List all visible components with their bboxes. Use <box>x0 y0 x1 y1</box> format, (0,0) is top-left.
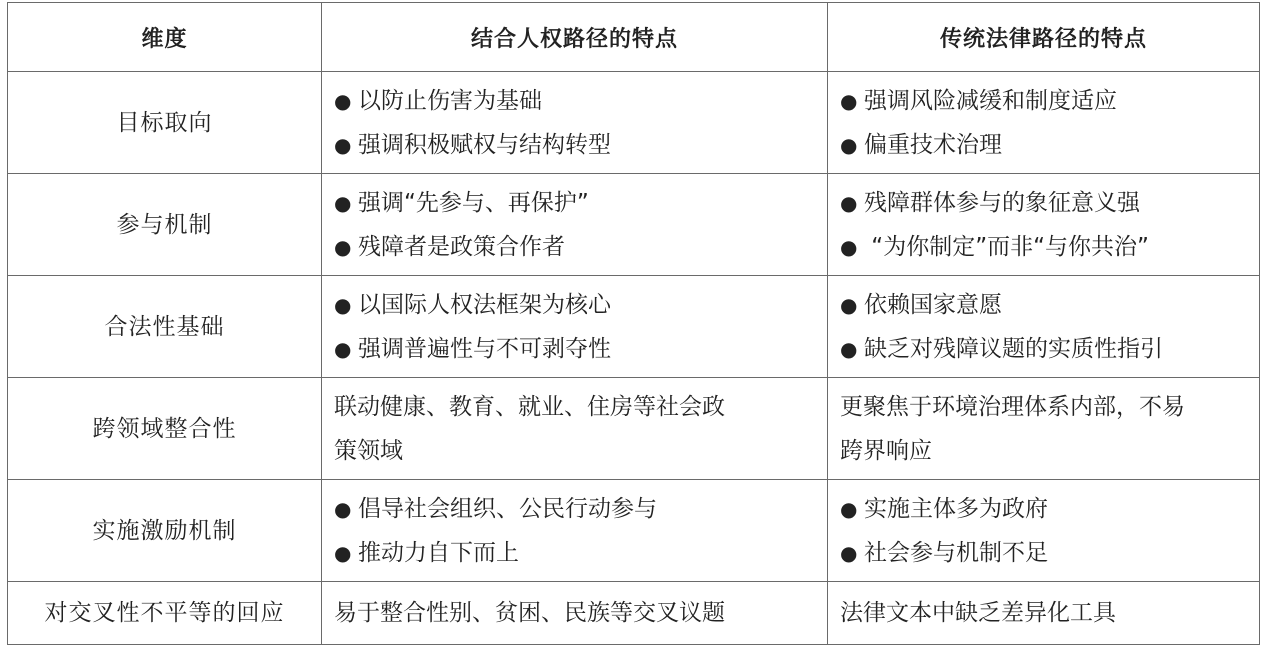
table-row <box>8 582 1260 645</box>
human-rights-cell <box>322 276 828 378</box>
bullet-icon: ● <box>840 88 858 113</box>
bullet-item <box>334 79 819 123</box>
comparison-table <box>7 2 1260 645</box>
bullet-item <box>334 283 819 327</box>
bullet-text: 缺乏对残障议题的实质性指引 <box>864 335 1163 362</box>
cell-text-line: 联动健康、教育、就业、住房等社会政 <box>334 393 725 420</box>
dimension-cell: 对交叉性不平等的回应 <box>8 582 322 645</box>
bullet-icon: ● <box>840 234 858 259</box>
bullet-text: 强调普遍性与不可剥夺性 <box>358 335 611 362</box>
bullet-text: 偏重技术治理 <box>864 131 1002 158</box>
bullet-icon: ● <box>840 540 858 565</box>
table-row <box>8 72 1260 174</box>
bullet-icon: ● <box>334 190 352 215</box>
bullet-item <box>840 79 1251 123</box>
dimension-cell: 合法性基础 <box>8 276 322 378</box>
bullet-text: 残障者是政策合作者 <box>358 233 565 260</box>
bullet-icon: ● <box>840 292 858 317</box>
bullet-item <box>840 327 1251 371</box>
human-rights-cell <box>322 174 828 276</box>
bullet-text: 以国际人权法框架为核心 <box>358 291 611 318</box>
header-row <box>8 3 1260 72</box>
bullet-item <box>840 225 1251 269</box>
bullet-text: 以防止伤害为基础 <box>358 87 542 114</box>
bullet-text: 倡导社会组织、公民行动参与 <box>358 495 657 522</box>
bullet-text: “为你制定”而非“与你共治” <box>864 233 1149 260</box>
cell-text-line: 更聚焦于环境治理体系内部，不易 <box>840 393 1185 420</box>
bullet-icon: ● <box>334 292 352 317</box>
bullet-text: 实施主体多为政府 <box>864 495 1048 522</box>
bullet-icon: ● <box>840 190 858 215</box>
bullet-icon: ● <box>334 88 352 113</box>
dimension-cell: 跨领域整合性 <box>8 378 322 480</box>
dimension-cell: 实施激励机制 <box>8 480 322 582</box>
traditional-cell <box>828 582 1260 645</box>
bullet-icon: ● <box>334 496 352 521</box>
traditional-cell <box>828 174 1260 276</box>
bullet-icon: ● <box>840 132 858 157</box>
dimension-cell: 目标取向 <box>8 72 322 174</box>
bullet-item <box>334 531 819 575</box>
bullet-item <box>334 487 819 531</box>
table-row <box>8 378 1260 480</box>
bullet-icon: ● <box>334 540 352 565</box>
bullet-text: 残障群体参与的象征意义强 <box>864 189 1140 216</box>
bullet-item <box>840 181 1251 225</box>
bullet-item <box>334 123 819 167</box>
bullet-icon: ● <box>840 336 858 361</box>
bullet-text: 依赖国家意愿 <box>864 291 1002 318</box>
bullet-item <box>840 531 1251 575</box>
human-rights-cell <box>322 582 828 645</box>
cell-text-line: 法律文本中缺乏差异化工具 <box>840 600 1116 626</box>
traditional-cell <box>828 378 1260 480</box>
bullet-text: 推动力自下而上 <box>358 539 519 566</box>
cell-text-line: 跨界响应 <box>840 437 932 464</box>
bullet-icon: ● <box>334 234 352 259</box>
human-rights-cell <box>322 480 828 582</box>
bullet-icon: ● <box>840 496 858 521</box>
table-row <box>8 276 1260 378</box>
human-rights-cell <box>322 72 828 174</box>
bullet-item <box>334 181 819 225</box>
bullet-text: 强调“先参与、再保护” <box>358 189 589 216</box>
dimension-cell: 参与机制 <box>8 174 322 276</box>
traditional-cell <box>828 276 1260 378</box>
bullet-item <box>840 487 1251 531</box>
bullet-item <box>334 225 819 269</box>
bullet-item <box>334 327 819 371</box>
table-row <box>8 480 1260 582</box>
header-traditional-legal-approach: 传统法律路径的特点 <box>828 3 1260 72</box>
cell-text-line: 策领域 <box>334 437 403 464</box>
bullet-text: 强调积极赋权与结构转型 <box>358 131 611 158</box>
header-human-rights-approach: 结合人权路径的特点 <box>322 3 828 72</box>
traditional-cell <box>828 72 1260 174</box>
table-row <box>8 174 1260 276</box>
human-rights-cell <box>322 378 828 480</box>
cell-text-line: 易于整合性别、贫困、民族等交叉议题 <box>334 600 725 626</box>
bullet-item <box>840 283 1251 327</box>
header-dimension: 维度 <box>8 3 322 72</box>
bullet-text: 强调风险减缓和制度适应 <box>864 87 1117 114</box>
bullet-item <box>840 123 1251 167</box>
bullet-icon: ● <box>334 336 352 361</box>
bullet-icon: ● <box>334 132 352 157</box>
bullet-text: 社会参与机制不足 <box>864 539 1048 566</box>
traditional-cell <box>828 480 1260 582</box>
